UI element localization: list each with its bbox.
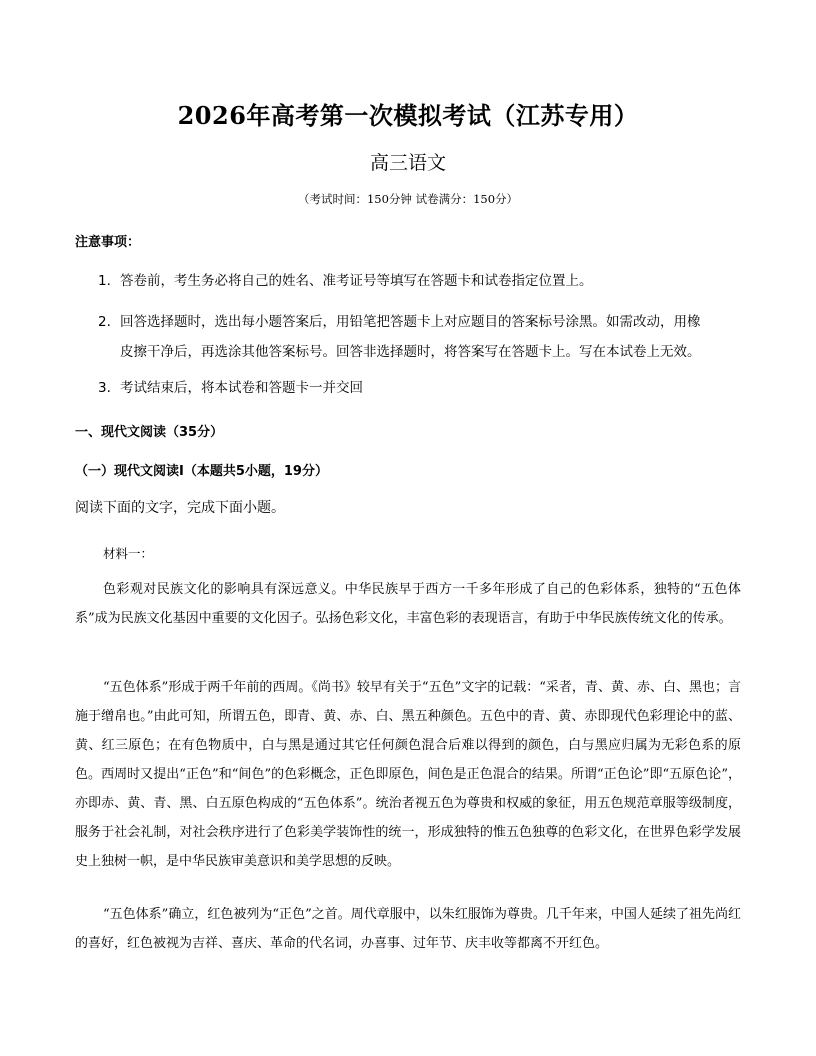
section-heading-part1-sub1: （一）现代文阅读Ⅰ（本题共5小题，19分） bbox=[75, 464, 328, 479]
exam-title: 2026年高考第一次模拟考试（江苏专用） bbox=[177, 101, 639, 130]
subject-title: 高三语文 bbox=[369, 152, 446, 174]
material-label: 材料一： bbox=[103, 546, 154, 561]
notice-item-1 bbox=[98, 266, 748, 296]
paragraph-3: “五色体系”确立，红色被列为“正色”之首。周代章服中，以朱红服饰为尊贵。几千年来，中国人延续了祖先尚红的喜好，红色被视为吉祥、喜庆、革命的代名词，办喜事、过年节、庆丰收等都离不开红色。 bbox=[75, 907, 741, 951]
notice-item-text: 答卷前，考生务必将自己的姓名、准考证号等填写在答题卡和试卷指定位置上。 bbox=[120, 273, 593, 289]
notice-item-2 bbox=[98, 307, 748, 367]
paragraph-1: 色彩观对民族文化的影响具有深远意义。中华民族早于西方一千多年形成了自己的色彩体系，独特的“五色体系”成为民族文化基因中重要的文化因子。弘扬色彩文化，丰富色彩的表现语言，有助于中华民族传统文化的传承。 bbox=[75, 582, 741, 626]
notice-heading: 注意事项： bbox=[75, 235, 141, 250]
notice-item-text-continued: 皮擦干净后，再选涂其他答案标号。回答非选择题时，将答案写在答题卡上。写在本试卷上无效。 bbox=[120, 344, 701, 360]
paragraph-2: “五色体系”形成于两千年前的西周。《尚书》较早有关于“五色”文字的记载：“采者，青、黄、赤、白、黑也；言施于缯帛也。”由此可知，所谓五色，即青、黄、赤、白、黑五种颜色。五色中的青、黄、赤即现代色彩理论中的蓝、黄、红三原色；在有色物质中，白与黑是通过其它任何颜色混合后难以得到的颜色，白与黑应归属为无彩色系的原色。西周时又提出“正色”和“间色”的色彩概念，正色即原色，间色是正色混合的结果。所谓“正色论”即“五原色论”，亦即赤、黄、青、黑、白五原色构成的“五色体系”。统治者视五色为尊贵和权威的象征，用五色规范章服等级制度，服务于社会礼制，对社会秩序进行了色彩美学装饰性的统一，形成独特的惟五色独尊的色彩文化，在世界色彩学发展史上独树一帜，是中华民族审美意识和美学思想的反映。 bbox=[75, 680, 741, 869]
notice-item-number: 3. bbox=[98, 380, 111, 396]
exam-info: （考试时间：150分钟 试卷满分：150分） bbox=[297, 192, 519, 206]
notice-item-text: 考试结束后，将本试卷和答题卡一并交回 bbox=[120, 380, 363, 396]
notice-item-number: 2. bbox=[98, 314, 111, 330]
notice-item-number: 1. bbox=[98, 273, 111, 289]
reading-instruction: 阅读下面的文字，完成下面小题。 bbox=[75, 500, 285, 516]
section-heading-part1: 一、现代文阅读（35分） bbox=[75, 425, 224, 440]
notice-item-text: 回答选择题时，选出每小题答案后，用铅笔把答题卡上对应题目的答案标号涂黑。如需改动，用橡 bbox=[120, 314, 701, 330]
notice-item-3 bbox=[98, 373, 748, 403]
